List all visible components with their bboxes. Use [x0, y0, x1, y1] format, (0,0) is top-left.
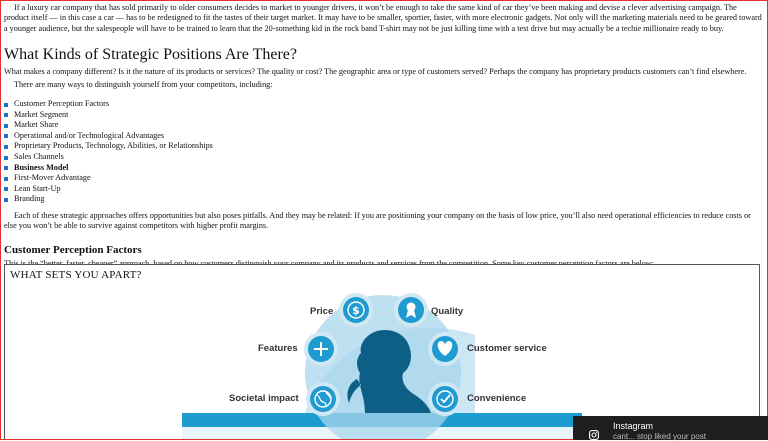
positions-list [4, 99, 762, 205]
list-item: Sales Channels [4, 152, 762, 163]
bullet-icon [4, 187, 8, 191]
list-item: Lean Start-Up [4, 184, 762, 195]
instagram-subtitle: cant... stop liked your post [613, 432, 706, 441]
label-features: Features [258, 343, 298, 354]
section-paragraph-2: There are many ways to distinguish yourself from your competitors, including: [14, 79, 273, 89]
bullet-icon [4, 166, 8, 170]
svg-text:$: $ [352, 304, 360, 317]
bullet-icon [4, 156, 8, 160]
features-icon [304, 332, 338, 366]
list-item: Market Segment [4, 110, 762, 121]
instagram-widget[interactable] [573, 416, 768, 440]
bullet-icon [4, 113, 8, 117]
label-customer-service: Customer service [467, 343, 547, 354]
convenience-icon [428, 382, 462, 416]
label-convenience: Convenience [467, 393, 527, 404]
bullet-icon [4, 145, 8, 149]
list-item: Customer Perception Factors [4, 99, 762, 110]
bullet-icon [4, 198, 8, 202]
infographic-graphic [5, 265, 759, 440]
label-societal-impact: Societal impact [229, 393, 299, 404]
label-quality: Quality [431, 306, 464, 317]
customer-service-icon [428, 332, 462, 366]
section-heading: What Kinds of Strategic Positions Are There? [4, 46, 297, 64]
price-icon [339, 293, 373, 327]
infographic-title: WHAT SETS YOU APART? [10, 269, 142, 281]
list-item: Business Model [4, 163, 762, 174]
list-item: Operational and/or Technological Advantages [4, 131, 762, 142]
instagram-icon [589, 430, 599, 440]
bullet-icon [4, 134, 8, 138]
quality-icon [394, 293, 428, 327]
section-paragraph-3: Each of these strategic approaches offers opportunities but also poses pitfalls. And they may be related: If you are positioning your company on the basis of low price, you’ll also need operational efficiencies to reduce costs or else you won’t be able to survive against competitors with higher profit margins. [4, 210, 751, 231]
article-body [4, 1, 762, 269]
bullet-icon [4, 103, 8, 107]
section-paragraph-1: What makes a company different? Is it the nature of its products or services? The quality or cost? The geographic area or type of customers served? Perhaps the company has proprietary products customers can’t find elsewhere. [4, 67, 747, 77]
sub-heading: Customer Perception Factors [4, 243, 142, 256]
list-item: Market Share [4, 120, 762, 131]
instagram-title: Instagram [613, 421, 654, 431]
bullet-icon [4, 177, 8, 181]
societal-impact-icon [306, 382, 340, 416]
label-price: Price [310, 306, 334, 317]
intro-paragraph: If a luxury car company that has sold primarily to older consumers decides to market to younger drivers, it won’t be enough to take the same kind of car they’ve been making and devise a clever advertising campaign. The product itself — in this case a car — has to be redesigned to fit the tastes of their target market. It may have to be smaller, sportier, faster, with more electronic gadgets. Not only will the marketing materials need to be geared toward a younger audience, but the salespeople will have to be trained to learn that the 20-something kid in the rock band T-shirt may not be just killing time with a test drive but may actually be a techie millionaire ready to buy. [4, 3, 762, 33]
bullet-icon [4, 124, 8, 128]
list-item: Branding [4, 194, 762, 205]
list-item: First-Mover Advantage [4, 173, 762, 184]
list-item: Proprietary Products, Technology, Abilities, or Relationships [4, 141, 762, 152]
infographic-box [4, 264, 760, 440]
